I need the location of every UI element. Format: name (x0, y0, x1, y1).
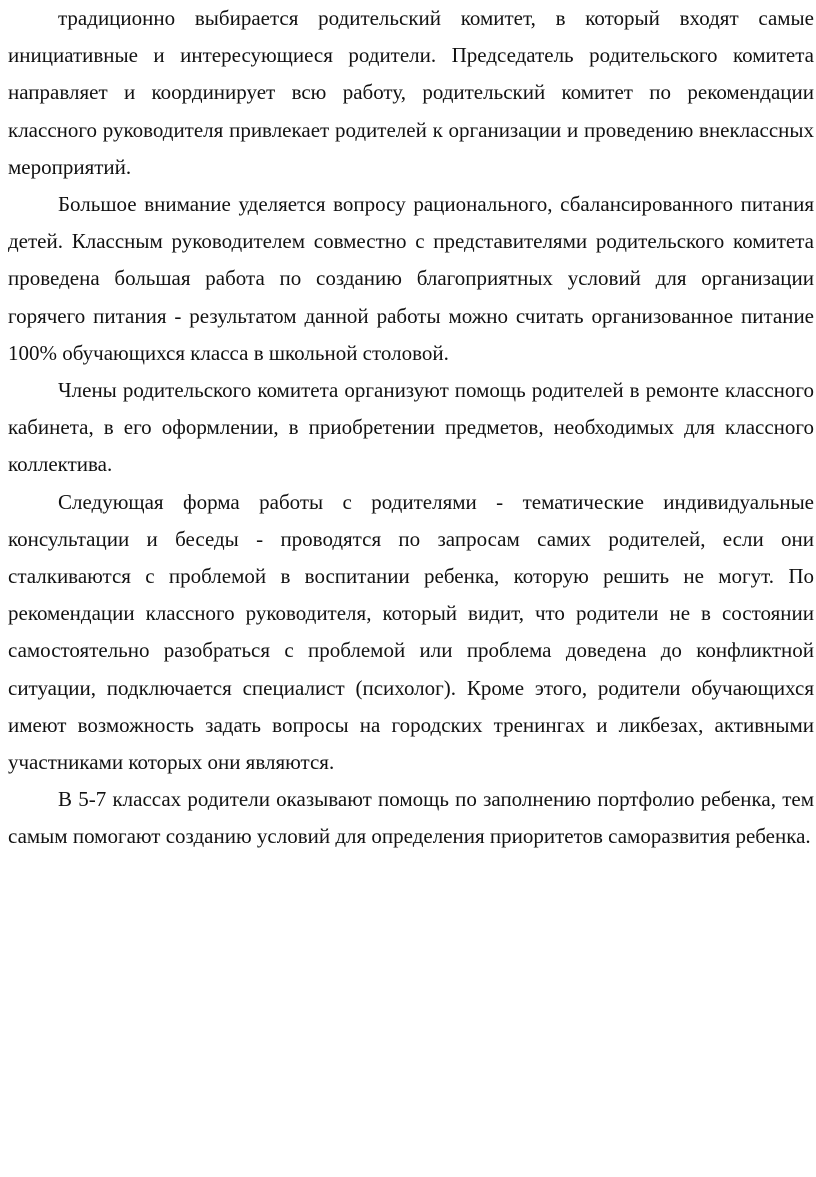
document-body (8, 0, 814, 856)
paragraph-classroom-repair: Члены родительского комитета организуют помощь родителей в ремонте классного кабинета, в его оформлении, в приобретении предметов, необходимых для классного коллектива. (8, 378, 814, 477)
paragraph-portfolio: В 5-7 классах родители оказывают помощь по заполнению портфолио ребенка, тем самым помогают созданию условий для определения приоритетов саморазвития ребенка. (8, 787, 814, 849)
paragraph-parent-committee: традиционно выбирается родительский комитет, в который входят самые инициативные и интересующиеся родители. Председатель родительского комитета направляет и координирует всю работу, родительский комитет по рекомендации классного руководителя привлекает родителей к организации и проведению внеклассных мероприятий. (8, 6, 814, 179)
paragraph-nutrition: Большое внимание уделяется вопросу рационального, сбалансированного питания детей. Классным руководителем совместно с представителями родительского комитета проведена большая работа по созданию благоприятных условий для организации горячего питания - результатом данной работы можно считать организованное питание 100% обучающихся класса в школьной столовой. (8, 192, 814, 365)
paragraph-consultations: Следующая форма работы с родителями - тематические индивидуальные консультации и беседы - проводятся по запросам самих родителей, если они сталкиваются с проблемой в воспитании ребенка, которую решить не могут. По рекомендации классного руководителя, который видит, что родители не в состоянии самостоятельно разобраться с проблемой или проблема доведена до конфликтной ситуации, подключается специалист (психолог). Кроме этого, родители обучающихся имеют возможность задать вопросы на городских тренингах и ликбезах, активными участниками которых они являются. (8, 489, 814, 775)
